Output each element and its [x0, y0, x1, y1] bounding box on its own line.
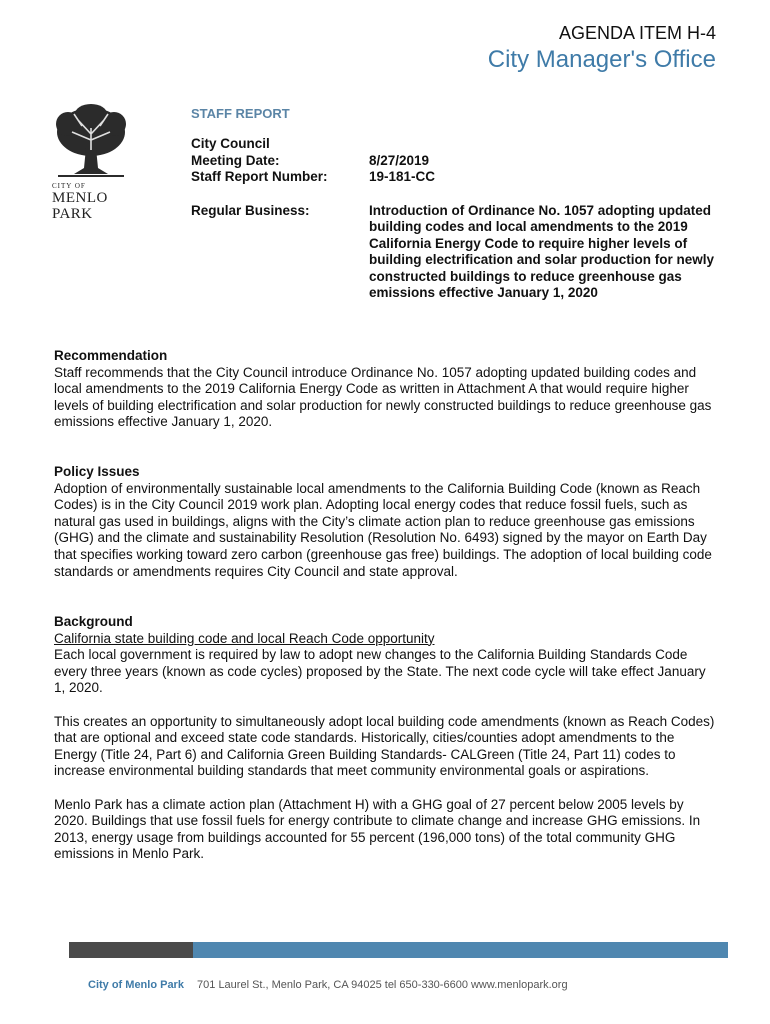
- agenda-subject: Introduction of Ordinance No. 1057 adopting updated building codes and local amendments to the 2019 California Energy Code to require higher levels of building electrification and solar production for newly constructed buildings to reduce greenhouse gas emissions effective January 1, 2020: [369, 202, 715, 300]
- section-heading: Background: [54, 614, 133, 629]
- recommendation-section: [54, 348, 719, 431]
- page-header: [488, 22, 716, 74]
- staff-report-label: STAFF REPORT: [191, 106, 290, 121]
- meta-row: [191, 203, 719, 302]
- policy-issues-section: [54, 464, 719, 580]
- meta-row: [191, 169, 719, 186]
- meta-label: Regular Business:: [191, 202, 310, 218]
- oak-tree-icon: [52, 104, 130, 180]
- agenda-item-label: AGENDA ITEM H-4: [558, 23, 716, 43]
- section-body: Staff recommends that the City Council introduce Ordinance No. 1057 adopting updated building codes and local amendments to the 2019 California Energy Code as written in Attachment A that would require higher levels of building electrification and solar production for newly constructed buildings to reduce greenhouse gas emissions effective January 1, 2020.: [54, 364, 712, 430]
- meta-label: City Council: [191, 136, 270, 151]
- footer-bar: [69, 942, 728, 958]
- background-section: [54, 614, 719, 863]
- section-heading: Recommendation: [54, 348, 168, 363]
- meeting-date: 8/27/2019: [369, 152, 430, 168]
- meta-row: [191, 136, 719, 153]
- footer-contact: 701 Laurel St., Menlo Park, CA 94025 tel 650-330-6600 www.menlopark.org: [197, 979, 568, 991]
- section-body: Each local government is required by law to adopt new changes to the California Building Standards Code every three years (known as code cycles) proposed by the State. The next code cycle will take effect January 1, 2020.: [54, 647, 706, 696]
- meta-label: Staff Report Number:: [191, 169, 328, 184]
- section-body: Adoption of environmentally sustainable local amendments to the California Building Code (known as Reach Codes) is in the City Council 2019 work plan. Adopting local energy codes that reduce fossil fuels, such as natural gas used in buildings, aligns with the City’s climate action plan to reduce greenhouse gas emissions (GHG) and the climate and sustainability Resolution (Resolution No. 6493) signed by the mayor on Earth Day that specifies working toward zero carbon (greenhouse gas free) buildings. The adoption of local building code standards or amendments requires City Council and state approval.: [54, 480, 712, 579]
- section-body: Menlo Park has a climate action plan (Attachment H) with a GHG goal of 27 percent below 2005 levels by 2020. Buildings that use fossil fuels for energy contribute to climate change and increase GHG emissions. In 2013, energy usage from buildings accounted for 55 percent (196,000 tons) of the total community GHG emissions in Menlo Park.: [54, 796, 701, 862]
- logo-city-name: MENLO PARK: [52, 190, 108, 222]
- footer-city-name: City of Menlo Park: [88, 979, 184, 991]
- page-footer: [88, 979, 568, 991]
- section-heading: Policy Issues: [54, 464, 140, 479]
- section-body: This creates an opportunity to simultaneously adopt local building code amendments (known as Reach Codes) that are optional and exceed state code standards. Historically, cities/counties adopt amendments to the Energy (Title 24, Part 6) and California Green Building Standards- CALGreen (Title 24, Part 11) codes to increase environmental building standards that meet community environmental goals or aspirations.: [54, 713, 715, 779]
- city-logo: [52, 104, 146, 222]
- section-subheading: California state building code and local Reach Code opportunity: [54, 630, 435, 646]
- meta-value: [369, 136, 719, 153]
- meta-label: Meeting Date:: [191, 152, 280, 168]
- office-title: City Manager's Office: [487, 46, 716, 73]
- staff-report-number: 19-181-CC: [369, 169, 436, 184]
- report-metadata: [191, 136, 719, 302]
- logo-city-of: CITY OF: [52, 182, 86, 190]
- meta-row: [191, 153, 719, 170]
